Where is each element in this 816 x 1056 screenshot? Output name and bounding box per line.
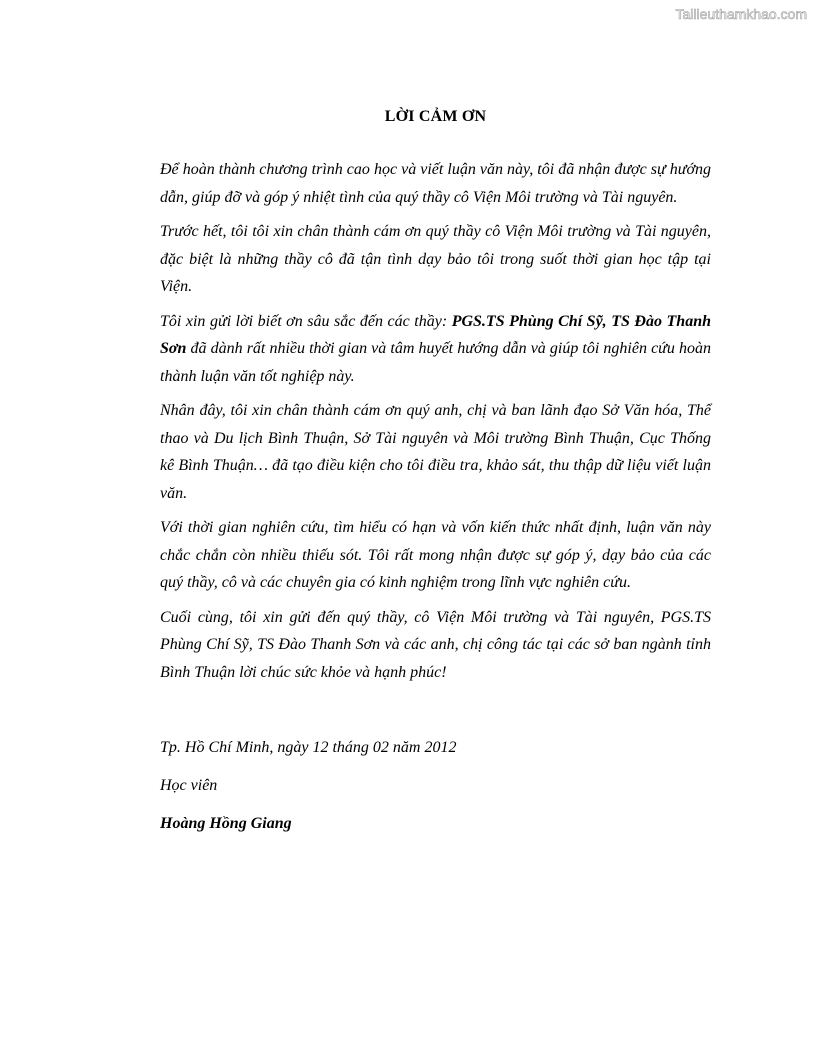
document-page (160, 108, 711, 834)
advisors-names: PGS.TS Phùng Chí Sỹ, TS Đào Thanh Sơn (160, 312, 711, 357)
signature-role: Học viên (160, 777, 218, 794)
paragraph-intro: Để hoàn thành chương trình cao học và viết luận văn này, tôi đã nhận được sự hướng dẫn, giúp đỡ và góp ý nhiệt tình của quý thầy cô Viện Môi trường và Tài nguyên. (160, 161, 711, 206)
paragraph-thanks-agencies: Nhân đây, tôi xin chân thành cám ơn quý anh, chị và ban lãnh đạo Sở Văn hóa, Thể thao và Du lịch Bình Thuận, Sở Tài nguyên và Môi trường Bình Thuận, Cục Thống kê Bình Thuận… đã tạo điều kiện cho tôi điều tra, khảo sát, thu thập dữ liệu viết luận văn. (160, 402, 711, 502)
signature-date: Tp. Hồ Chí Minh, ngày 12 tháng 02 năm 2012 (160, 739, 457, 756)
paragraph-thanks-institute: Trước hết, tôi tôi xin chân thành cám ơn quý thầy cô Viện Môi trường và Tài nguyên, đặc biệt là những thầy cô đã tận tình dạy bảo tôi trong suốt thời gian học tập tại Viện. (160, 223, 711, 295)
document-title: LỜI CẢM ƠN (384, 108, 487, 125)
paragraph-limitations: Với thời gian nghiên cứu, tìm hiểu có hạn và vốn kiến thức nhất định, luận văn này chắc chắn còn nhiều thiếu sót. Tôi rất mong nhận được sự góp ý, dạy bảo của các quý thầy, cô và các chuyên gia có kinh nghiệm trong lĩnh vực nghiên cứu. (160, 519, 711, 591)
watermark-text: Tailieuthamkhao.com (675, 6, 807, 22)
advisors-suffix: đã dành rất nhiều thời gian và tâm huyết hướng dẫn và giúp tôi nghiên cứu hoàn thành luận văn tốt nghiệp này. (160, 340, 711, 385)
signature-name: Hoàng Hồng Giang (160, 815, 292, 832)
advisors-prefix: Tôi xin gửi lời biết ơn sâu sắc đến các thầy: (160, 312, 452, 330)
paragraph-final-wishes: Cuối cùng, tôi xin gửi đến quý thầy, cô Viện Môi trường và Tài nguyên, PGS.TS Phùng Chí Sỹ, TS Đào Thanh Sơn và các anh, chị công tác tại các sở ban ngành tỉnh Bình Thuận lời chúc sức khỏe và hạnh phúc! (160, 608, 711, 681)
paragraph-thanks-advisors (160, 308, 711, 391)
